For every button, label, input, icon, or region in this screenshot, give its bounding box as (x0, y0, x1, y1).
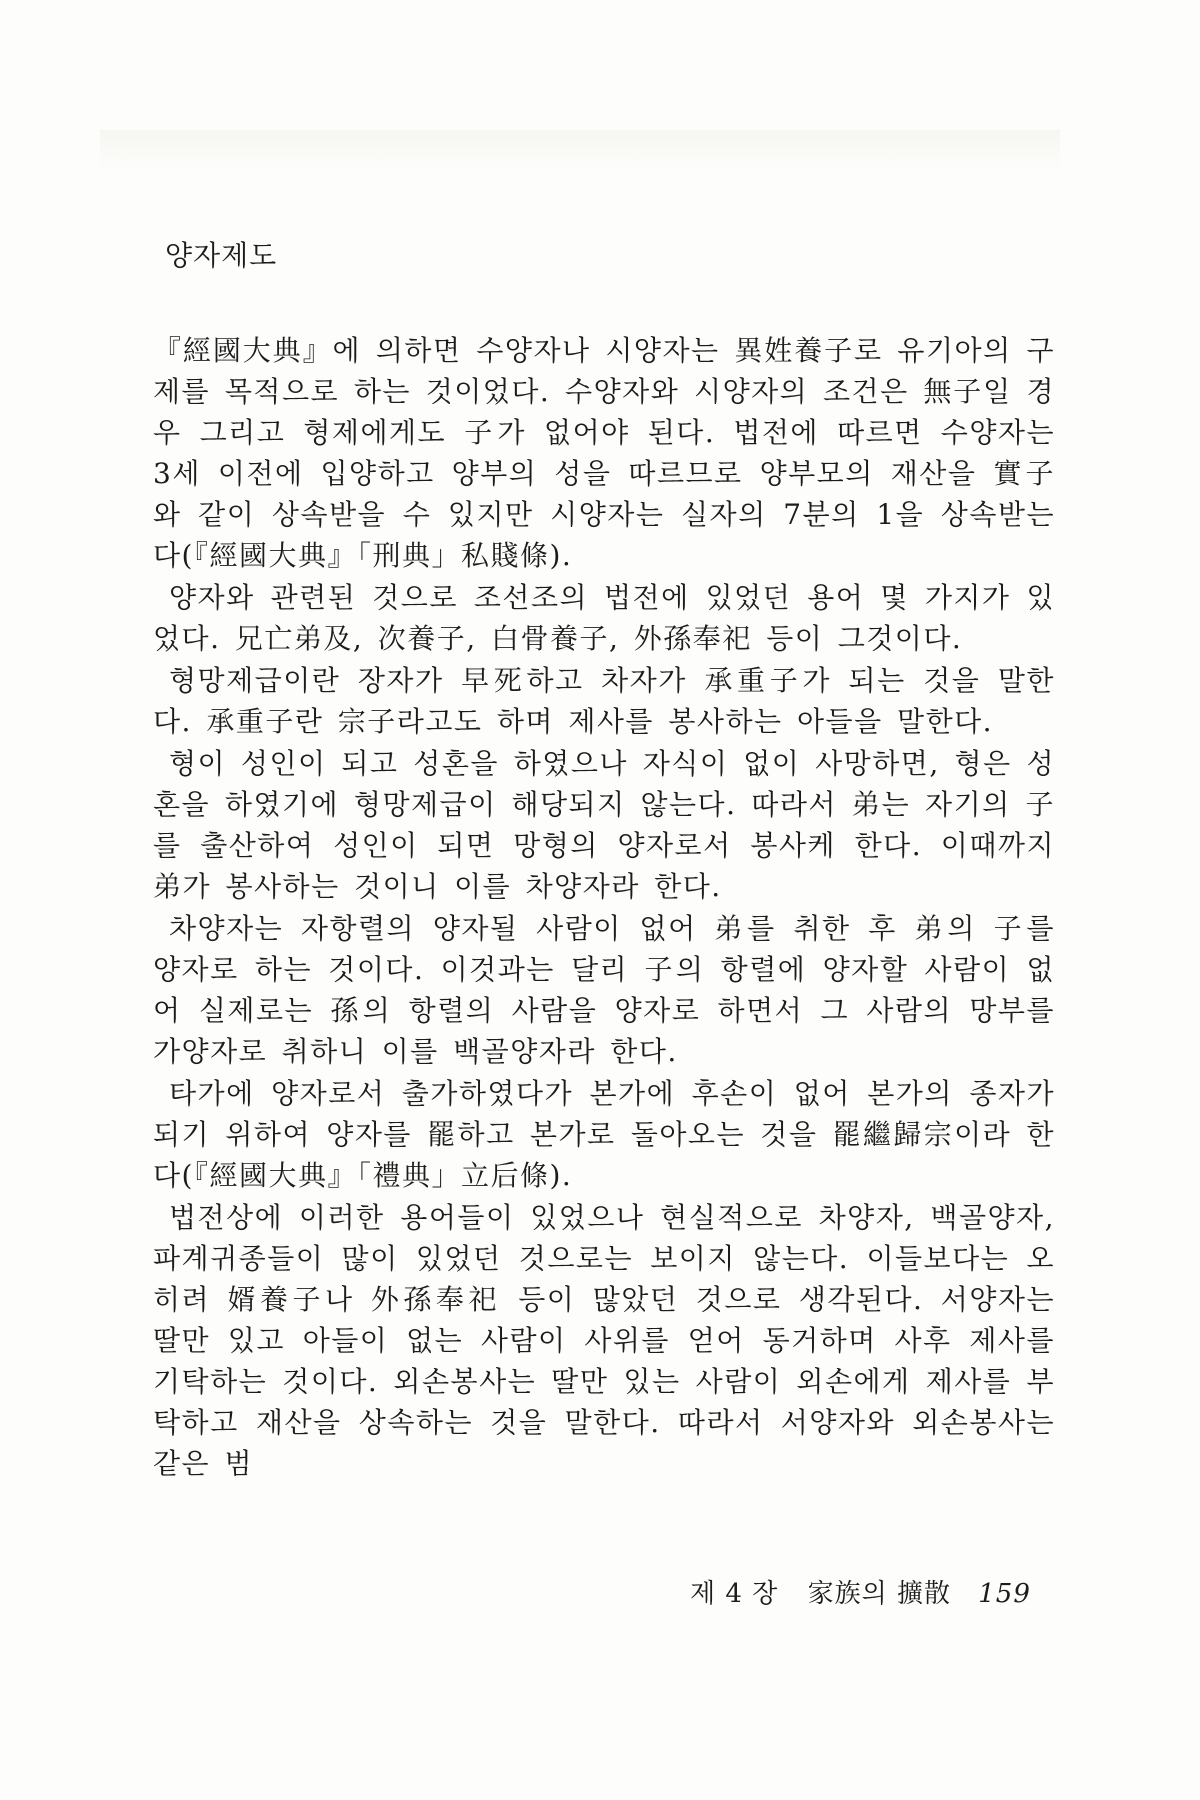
paragraph-7: 법전상에 이러한 용어들이 있었으나 현실적으로 차양자, 백골양자, 파계귀종들이 많이 있었던 것으로는 보이지 않는다. 이들보다는 오히려 婿養子나 外孫奉祀 등이 많았던 것으로 생각된다. 서양자는 딸만 있고 아들이 없는 사람이 사위를 얻어 동거하며 사후 제사를 기탁하는 것이다. 외손봉사는 딸만 있는 사람이 외손에게 제사를 부탁하고 재산을 상속하는 것을 말한다. 따라서 서양자와 외손봉사는 같은 범 (153, 1201, 1055, 1480)
paragraph-2: 양자와 관련된 것으로 조선조의 법전에 있었던 용어 몇 가지가 있었다. 兄亡弟及, 次養子, 白骨養子, 外孫奉祀 등이 그것이다. (153, 581, 1055, 655)
paragraph-6: 타가에 양자로서 출가하였다가 본가에 후손이 없어 본가의 종자가 되기 위하여 양자를 罷하고 본가로 돌아오는 것을 罷繼歸宗이라 한다(『經國大典』「禮典」立后條). (153, 1077, 1055, 1192)
footer-chapter: 제 4 장 (690, 1579, 779, 1609)
paragraph-4: 형이 성인이 되고 성혼을 하였으나 자식이 없이 사망하면, 형은 성혼을 하였기에 형망제급이 해당되지 않는다. 따라서 弟는 자기의 子를 출산하여 성인이 되면 망형의 양자로서 봉사케 한다. 이때까지 弟가 봉사하는 것이니 이를 차양자라 한다. (153, 747, 1055, 903)
page-body (153, 236, 1055, 1485)
paragraph-3: 형망제급이란 장자가 早死하고 차자가 承重子가 되는 것을 말한다. 承重子란 宗子라고도 하며 제사를 봉사하는 아들을 말한다. (153, 664, 1055, 738)
footer-title: 家族의 擴散 (807, 1579, 951, 1609)
paragraph-1: 『經國大典』에 의하면 수양자나 시양자는 異姓養子로 유기아의 구제를 목적으로 하는 것이었다. 수양자와 시양자의 조건은 無子일 경우 그리고 형제에게도 子가 없어야 된다. 법전에 따르면 수양자는 3세 이전에 입양하고 양부의 성을 따르므로 양부모의 재산을 實子와 같이 상속받을 수 있지만 시양자는 실자의 7분의 1을 상속받는다(『經國大典』「刑典」私賤條). (153, 334, 1055, 572)
section-heading: 양자제도 (165, 239, 278, 272)
paragraph-5: 차양자는 자항렬의 양자될 사람이 없어 弟를 취한 후 弟의 子를 양자로 하는 것이다. 이것과는 달리 子의 항렬에 양자할 사람이 없어 실제로는 孫의 항렬의 사람을 양자로 하면서 그 사람의 망부를 가양자로 취하니 이를 백골양자라 한다. (153, 912, 1055, 1068)
page-number: 159 (978, 1579, 1031, 1609)
running-footer (690, 1576, 1090, 1612)
